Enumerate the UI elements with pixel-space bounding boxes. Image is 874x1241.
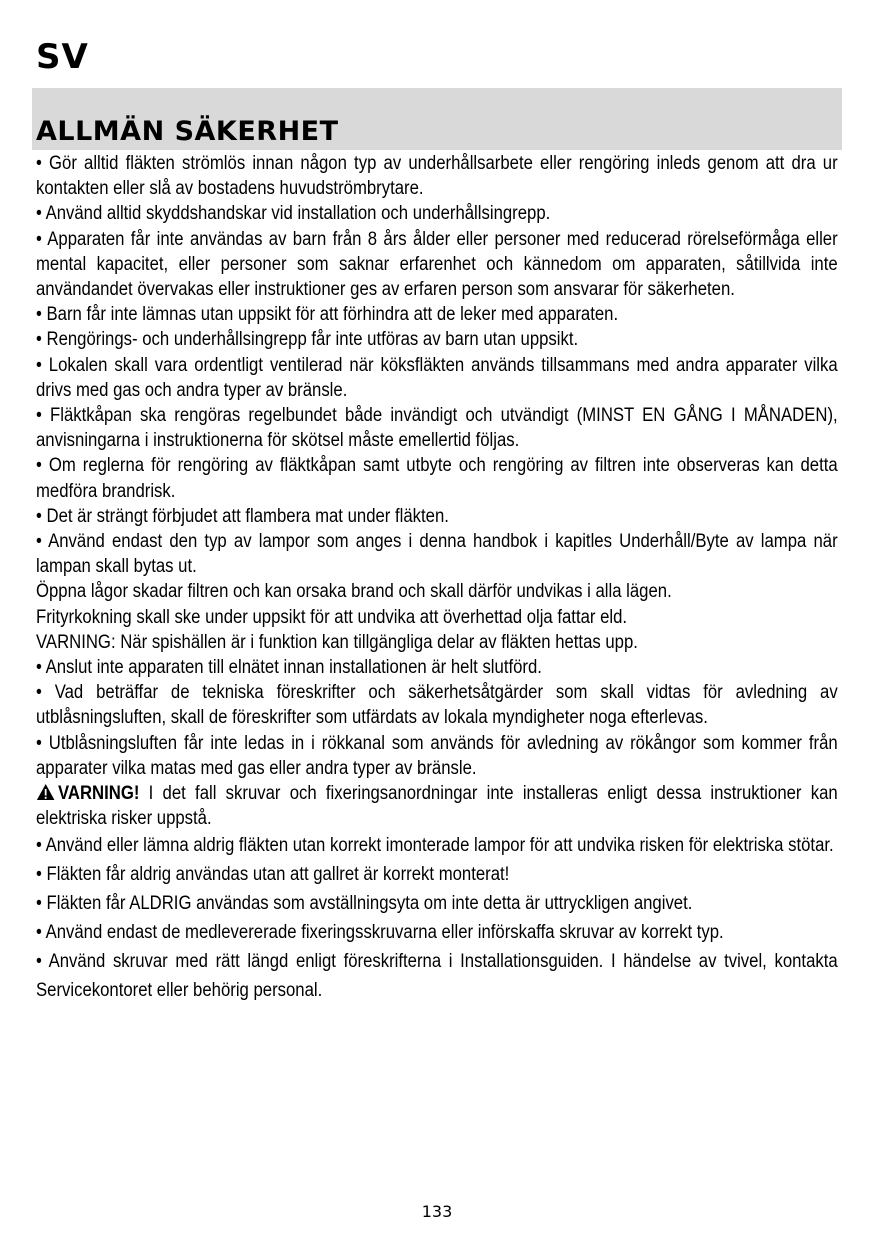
paragraph-lamp-type: • Använd endast den typ av lampor som anges i denna handbok i kapitles Underhåll/Byte av lampa när lampan skall bytas ut.: [36, 531, 838, 578]
paragraph-warning-screws: [36, 781, 838, 831]
paragraph-deep-frying: Frityrkokning skall ske under uppsikt för att undvika att överhettad olja fattar eld.: [36, 606, 628, 628]
paragraph-cleaning-children: • Rengörings- och underhållsingrepp får inte utföras av barn utan uppsikt.: [36, 329, 579, 351]
warning-text: I det fall skruvar och fixeringsanordningar inte installeras enligt dessa instruktioner kan elektriska risker uppstå.: [36, 783, 838, 830]
paragraph-open-flames: Öppna lågor skadar filtren och kan orsaka brand och skall därför undvikas i alla lägen.: [36, 581, 672, 603]
paragraph-children-age: • Apparaten får inte användas av barn från 8 års ålder eller personer med reducerad rörelseförmåga eller mental kapacitet, eller personer som saknar erfarenhet och kännedom om apparaten, såtillvida inte användandet övervakas eller instruktioner ges av erfaren person som ansvarar för säkerheten.: [36, 228, 838, 301]
paragraph-mains-connection: • Anslut inte apparaten till elnätet innan installationen är helt slutförd.: [36, 657, 542, 679]
paragraph-gloves: • Använd alltid skyddshandskar vid installation och underhållsingrepp.: [36, 203, 551, 225]
paragraph-flambe: • Det är strängt förbjudet att flambera mat under fläkten.: [36, 505, 449, 527]
warning-label: VARNING!: [58, 783, 140, 805]
safety-text-body: [36, 151, 838, 1005]
page-number: 133: [421, 1202, 453, 1221]
paragraph-supplied-screws: • Använd endast de medlevererade fixeringsskruvarna eller införskaffa skruvar av korrekt typ.: [36, 922, 724, 944]
paragraph-not-a-shelf: • Fläkten får ALDRIG användas som avställningsyta om inte detta är uttryckligen angivet.: [36, 893, 693, 915]
paragraph-power-off: • Gör alltid fläkten strömlös innan någon typ av underhållsarbete eller rengöring inleds genom att dra ur kontakten eller slå av bostadens huvudströmbrytare.: [36, 153, 838, 200]
paragraph-lamps-mounted: • Använd eller lämna aldrig fläkten utan korrekt imonterade lampor för att undvika risken för elektriska stötar.: [36, 835, 834, 857]
section-header: [32, 88, 842, 150]
paragraph-ventilation: • Lokalen skall vara ordentligt ventilerad när köksfläkten används tillsammans med andra apparater vilka drivs med gas och andra typer av bränsle.: [36, 354, 838, 401]
paragraph-hob-warning: VARNING: När spishällen är i funktion kan tillgängliga delar av fläkten hettas upp.: [36, 631, 638, 653]
paragraph-fire-risk: • Om reglerna för rengöring av fläktkåpan samt utbyte och rengöring av filtren inte observeras kan detta medföra brandrisk.: [36, 455, 838, 502]
paragraph-exhaust-flue: • Utblåsningsluften får inte ledas in i rökkanal som används för avledning av rökångor som kommer från apparater vilka matas med gas eller andra typer av bränsle.: [36, 732, 838, 779]
language-code: SV: [36, 37, 89, 77]
section-title: ALLMÄN SÄKERHET: [36, 116, 339, 147]
paragraph-children-supervision: • Barn får inte lämnas utan uppsikt för att förhindra att de leker med apparaten.: [36, 304, 619, 326]
paragraph-hood-cleaning: • Fläktkåpan ska rengöras regelbundet både invändigt och utvändigt (MINST EN GÅNG I MÅNADEN), anvisningarna i instruktionerna för skötsel måste emellertid följas.: [36, 405, 838, 452]
paragraph-screw-length: • Använd skruvar med rätt längd enligt föreskrifterna i Installationsguiden. I händelse av tvivel, kontakta Servicekontoret eller behörig personal.: [36, 951, 838, 1002]
paragraph-exhaust-regulations: • Vad beträffar de tekniska föreskrifter och säkerhetsåtgärder som skall vidtas för avledning av utblåsningsluften, skall de föreskrifter som utfärdats av lokala myndigheter noga efterlevas.: [36, 682, 838, 729]
warning-triangle-icon: [36, 783, 55, 801]
paragraph-grille: • Fläkten får aldrig användas utan att gallret är korrekt monterat!: [36, 864, 510, 886]
